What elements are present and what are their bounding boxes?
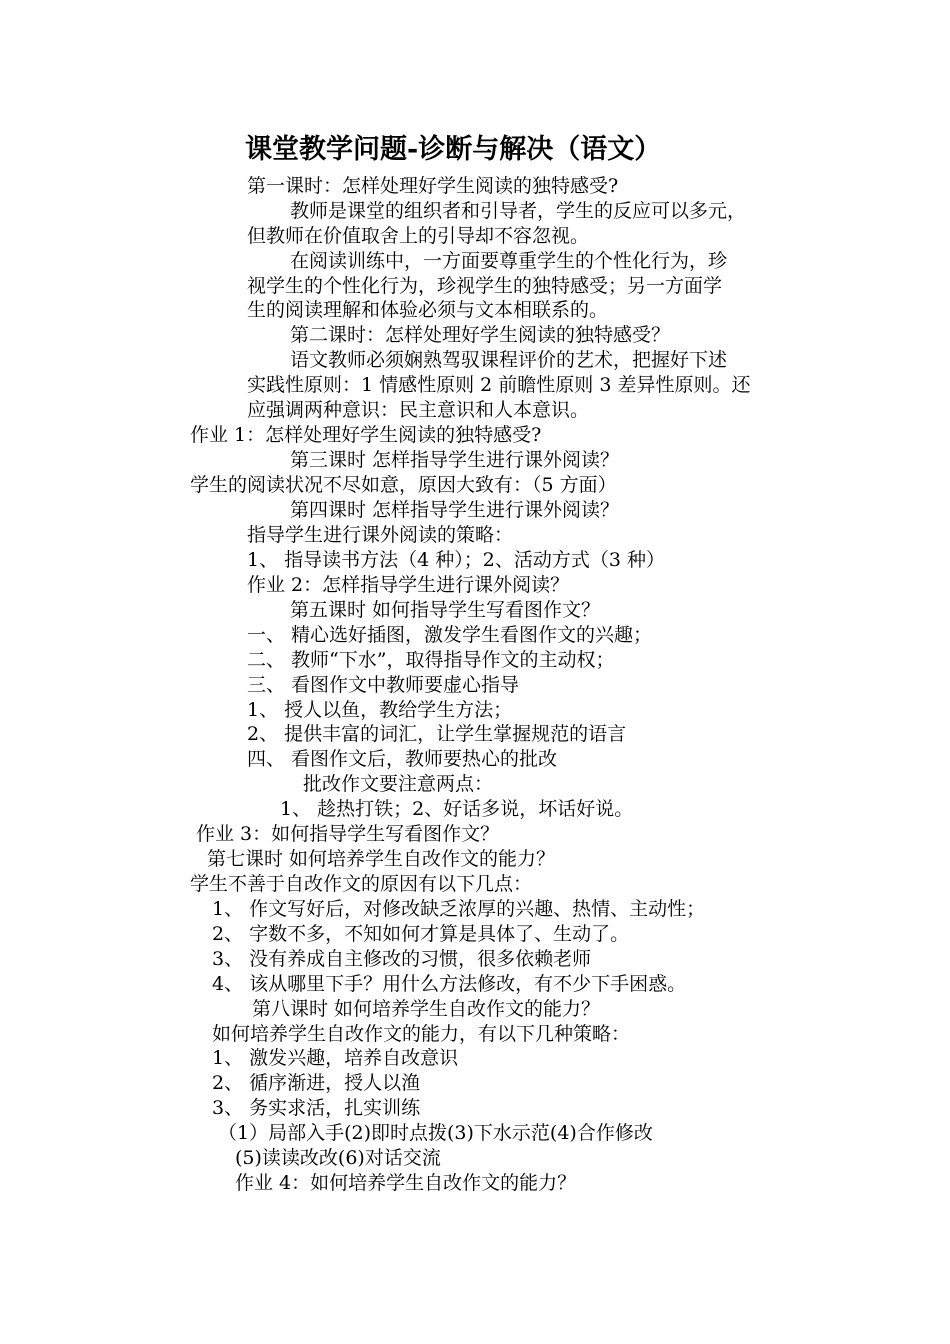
paragraph-line: 在阅读训练中，一方面要尊重学生的个性化行为，珍 [290,250,728,272]
paragraph-line: 如何培养学生自改作文的能力，有以下几种策略： [212,1023,631,1045]
list-item: 1、 指导读书方法（4 种）；2、活动方式（3 种） [247,549,665,571]
list-item: 1、 趁热打铁；2、好话多说，坏话好说。 [280,798,634,820]
list-item: 四、 看图作文后，教师要热心的批改 [247,748,558,770]
lesson-3-heading: 第三课时 怎样指导学生进行课外阅读？ [290,449,620,471]
list-item: （1）局部入手(2)即时点拨(3)下水示范(4)合作修改 [218,1122,653,1144]
paragraph-line: 应强调两种意识：民主意识和人本意识。 [247,399,590,421]
lesson-7-heading: 第七课时 如何培养学生自改作文的能力？ [207,848,556,870]
lesson-2-heading: 第二课时：怎样处理好学生阅读的独特感受？ [290,324,671,346]
list-item: 2、 提供丰富的词汇，让学生掌握规范的语言 [247,723,627,745]
paragraph-line: 学生的阅读状况不尽如意，原因大致有：（5 方面） [190,474,617,496]
list-item: 3、 没有养成自主修改的习惯，很多依赖老师 [212,948,592,970]
homework-4: 作业 4：如何培养学生自改作文的能力？ [235,1172,577,1194]
list-item: 三、 看图作文中教师要虚心指导 [247,674,520,696]
document-title: 课堂教学问题-诊断与解决（语文） [245,134,662,165]
list-item: 一、 精心选好插图，激发学生看图作文的兴趣； [247,624,653,646]
list-item: 3、 务实求活，扎实训练 [212,1097,421,1119]
list-item: 4、 该从哪里下手？用什么方法修改，有不少下手困惑。 [212,973,687,995]
homework-1: 作业 1：怎样处理好学生阅读的独特感受? [190,424,542,446]
list-item: 二、 教师“下水”，取得指导作文的主动权； [247,649,615,671]
lesson-1-heading: 第一课时：怎样处理好学生阅读的独特感受? [247,175,619,197]
list-item: 1、 激发兴趣，培养自改意识 [212,1047,459,1069]
list-item: 2、 循序渐进，授人以渔 [212,1072,421,1094]
homework-2: 作业 2：怎样指导学生进行课外阅读？ [247,574,570,596]
lesson-5-heading: 第五课时 如何指导学生写看图作文？ [290,599,601,621]
paragraph-line: 视学生的个性化行为，珍视学生的独特感受；另一方面学 [247,275,723,297]
paragraph-line: 教师是课堂的组织者和引导者，学生的反应可以多元， [290,200,747,222]
list-item: (5)读读改改(6)对话交流 [235,1147,441,1169]
paragraph-line: 学生不善于自改作文的原因有以下几点： [190,873,533,895]
paragraph-line: 语文教师必须娴熟驾驭课程评价的艺术，把握好下述 [290,349,728,371]
paragraph-line: 指导学生进行课外阅读的策略： [247,524,514,546]
homework-3: 作业 3：如何指导学生写看图作文？ [196,823,500,845]
paragraph-line: 实践性原则：1 情感性原则 2 前瞻性原则 3 差异性原则。还 [247,374,751,396]
list-item: 1、 作文写好后，对修改缺乏浓厚的兴趣、热情、主动性； [212,898,706,920]
paragraph-line: 批改作文要注意两点： [303,773,494,795]
lesson-8-heading: 第八课时 如何培养学生自改作文的能力？ [252,998,601,1020]
paragraph-line: 但教师在价值取舍上的引导却不容忽视。 [247,225,590,247]
paragraph-line: 生的阅读理解和体验必须与文本相联系的。 [247,299,609,321]
list-item: 2、 字数不多，不知如何才算是具体了、生动了。 [212,923,630,945]
lesson-4-heading: 第四课时 怎样指导学生进行课外阅读？ [290,499,620,521]
list-item: 1、 授人以鱼，教给学生方法； [247,699,513,721]
